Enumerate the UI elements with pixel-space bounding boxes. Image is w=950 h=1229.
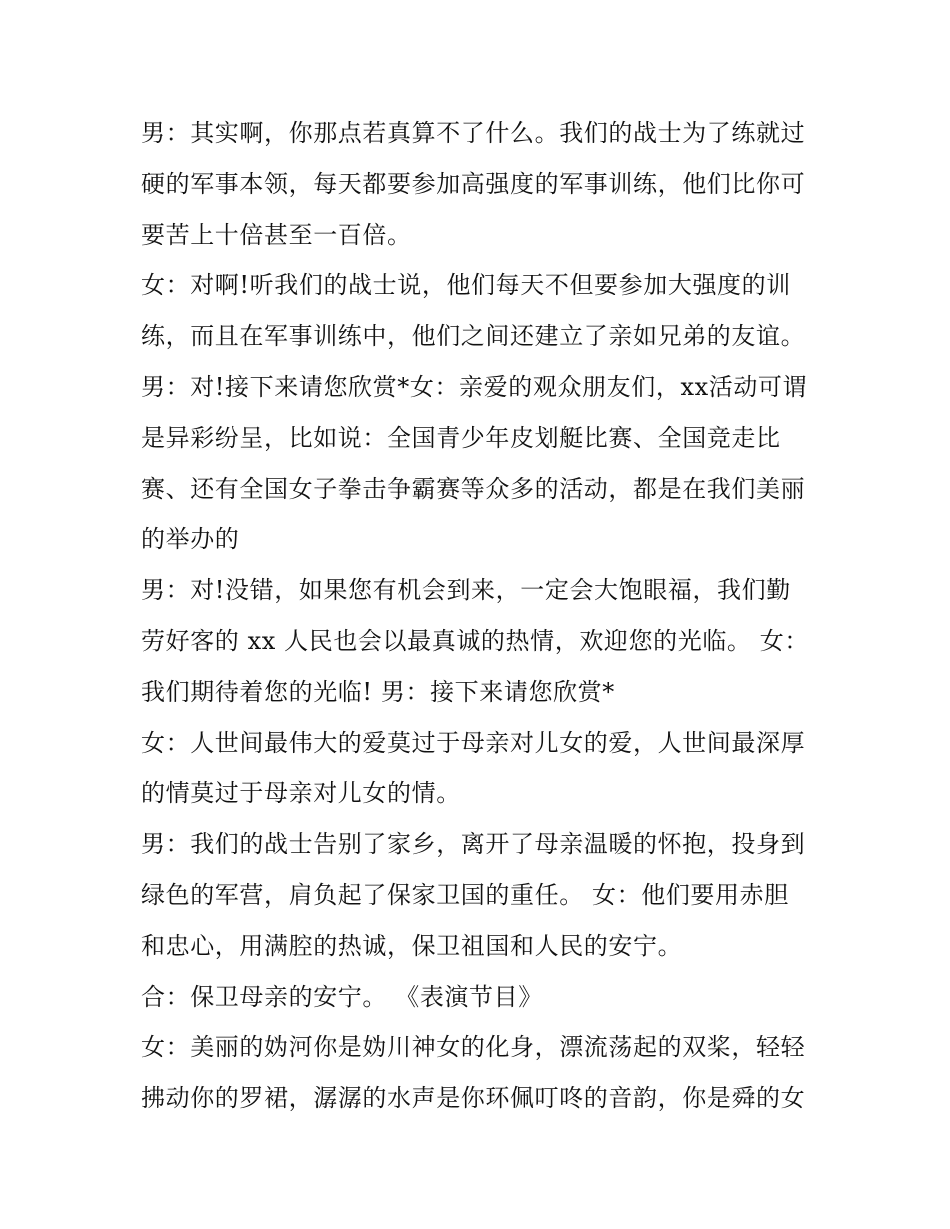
text-line: 绿色的军营，肩负起了保家卫国的重任。 女：他们要用赤胆 (141, 880, 789, 909)
text-line: 的情莫过于母亲对儿女的情。 (141, 779, 461, 808)
text-line: 女：人世间最伟大的爱莫过于母亲对儿女的爱，人世间最深厚 (141, 728, 806, 757)
text-line: 硬的军事本领，每天都要参加高强度的军事训练，他们比你可 (141, 169, 806, 198)
text-line: 赛、还有全国女子拳击争霸赛等众多的活动，都是在我们美丽 (141, 474, 806, 503)
text-line: 劳好客的 xx 人民也会以最真诚的热情，欢迎您的光临。 女： (141, 626, 809, 655)
text-line: 男：其实啊，你那点若真算不了什么。我们的战士为了练就过 (141, 119, 806, 147)
document-body (141, 108, 821, 1124)
text-line: 的举办的 (141, 525, 240, 554)
text-line: 女：对啊!听我们的战士说，他们每天不但要参加大强度的训 (141, 271, 791, 300)
text-line: 我们期待着您的光临! 男：接下来请您欣赏* (141, 677, 615, 706)
text-line: 拂动你的罗裙，潺潺的水声是你环佩叮咚的音韵，你是舜的女 (141, 1084, 806, 1113)
text-line: 和忠心，用满腔的热诚，保卫祖国和人民的安宁。 (141, 931, 683, 960)
text-line: 男：我们的战士告别了家乡，离开了母亲温暖的怀抱，投身到 (141, 830, 806, 859)
text-line: 是异彩纷呈，比如说：全国青少年皮划艇比赛、全国竞走比 (141, 423, 781, 452)
text-line: 要苦上十倍甚至一百倍。 (141, 220, 412, 249)
text-line: 合：保卫母亲的安宁。 《表演节目》 (141, 982, 543, 1011)
text-line: 男：对!没错，如果您有机会到来，一定会大饱眼福，我们勤 (141, 576, 791, 605)
text-line: 练，而且在军事训练中，他们之间还建立了亲如兄弟的友谊。 (141, 322, 806, 351)
text-line: 男：对!接下来请您欣赏*女：亲爱的观众朋友们，xx活动可谓 (141, 372, 808, 401)
text-line: 女：美丽的妫河你是妫川神女的化身，漂流荡起的双桨，轻轻 (141, 1033, 806, 1062)
